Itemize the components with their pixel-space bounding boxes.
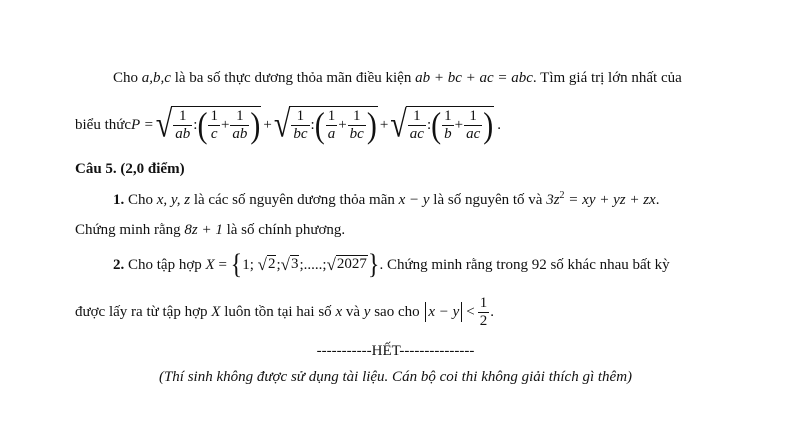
equation-lhs: 3z <box>546 192 560 208</box>
vars-xyz: x, y, z <box>156 192 191 208</box>
end-mark: -----------HẾT--------------- <box>316 343 475 359</box>
intro-line <box>0 70 791 87</box>
problem-1-line-1: 1. Cho x, y, z là các số nguyên dương thỏa mãn x − y là số nguyên tố và $3z^2$ = xy + yz + zx. <box>113 190 660 208</box>
exam-note: (Thí sinh không được sử dụng tài liệu. Cán bộ coi thi không giải thích gì thêm) <box>158 369 633 385</box>
equation-rhs: = xy + yz + zx <box>564 192 656 208</box>
x-minus-y: x − y <box>398 192 430 208</box>
sqrt-term-1: √ $\frac{1}{ab}$ : ( $\frac{1}{c}$ + $\frac{1}{ab}$ ) <box>155 103 261 145</box>
problem-1-line-2: Chứng minh rằng 8z + 1 là số chính phương. <box>75 222 346 238</box>
plus-2: + <box>379 116 389 133</box>
set-right-brace: } <box>367 248 380 280</box>
one-half: $\frac{1}{2}$ <box>479 294 488 329</box>
question-5-heading: Câu 5. (2,0 điểm) <box>75 161 185 177</box>
vars-abc: a,b,c <box>141 70 171 86</box>
sqrt-2: √ 2 <box>257 255 276 274</box>
expr-label: biểu thức <box>75 116 132 133</box>
set-x-ref: X <box>211 303 221 320</box>
intro-text-1: Cho <box>113 70 142 86</box>
plus-1: + <box>263 116 272 133</box>
problem-2-line-2: được lấy ra từ tập hợp X luôn tồn tại hai số x và y sao cho x − y < $\frac{1}{2}$ . <box>75 294 495 329</box>
abs-inner: x − y <box>428 303 460 320</box>
intro-text-3: . Tìm giá trị lớn nhất của <box>532 70 682 86</box>
sqrt-term-3: √ $\frac{1}{ac}$ : ( $\frac{1}{b}$ + $\frac{1}{ac}$ ) <box>390 103 494 145</box>
sqrt-2027: √ 2027 <box>326 255 367 274</box>
sqrt-3: √ 3 <box>280 255 299 274</box>
expr-end: . <box>497 116 501 133</box>
problem-1-number: 1. <box>113 192 125 208</box>
set-left-brace: { <box>230 248 243 280</box>
expression-line <box>0 102 791 148</box>
sqrt-term-2: √ $\frac{1}{bc}$ : ( $\frac{1}{a}$ + $\frac{1}{bc}$ ) <box>273 103 377 145</box>
expression-8z-plus-1: 8z + 1 <box>184 222 223 238</box>
problem-2-line-1: 2. Cho tập hợp X = { 1; √ 2 ; √ 3 ;.....; √ 2027 } . Chứng minh rằng trong 92 số khác nhau bất kỳ <box>113 248 670 280</box>
problem-2-number: 2. <box>113 256 125 273</box>
abs-bar-right <box>461 302 462 322</box>
condition: ab + bc + ac = abc <box>415 70 533 86</box>
set-x: X <box>205 256 215 273</box>
p-equals: P = <box>131 116 154 133</box>
intro-text-2: là ba số thực dương thỏa mãn điều kiện <box>170 70 416 86</box>
abs-bar-left <box>425 302 426 322</box>
